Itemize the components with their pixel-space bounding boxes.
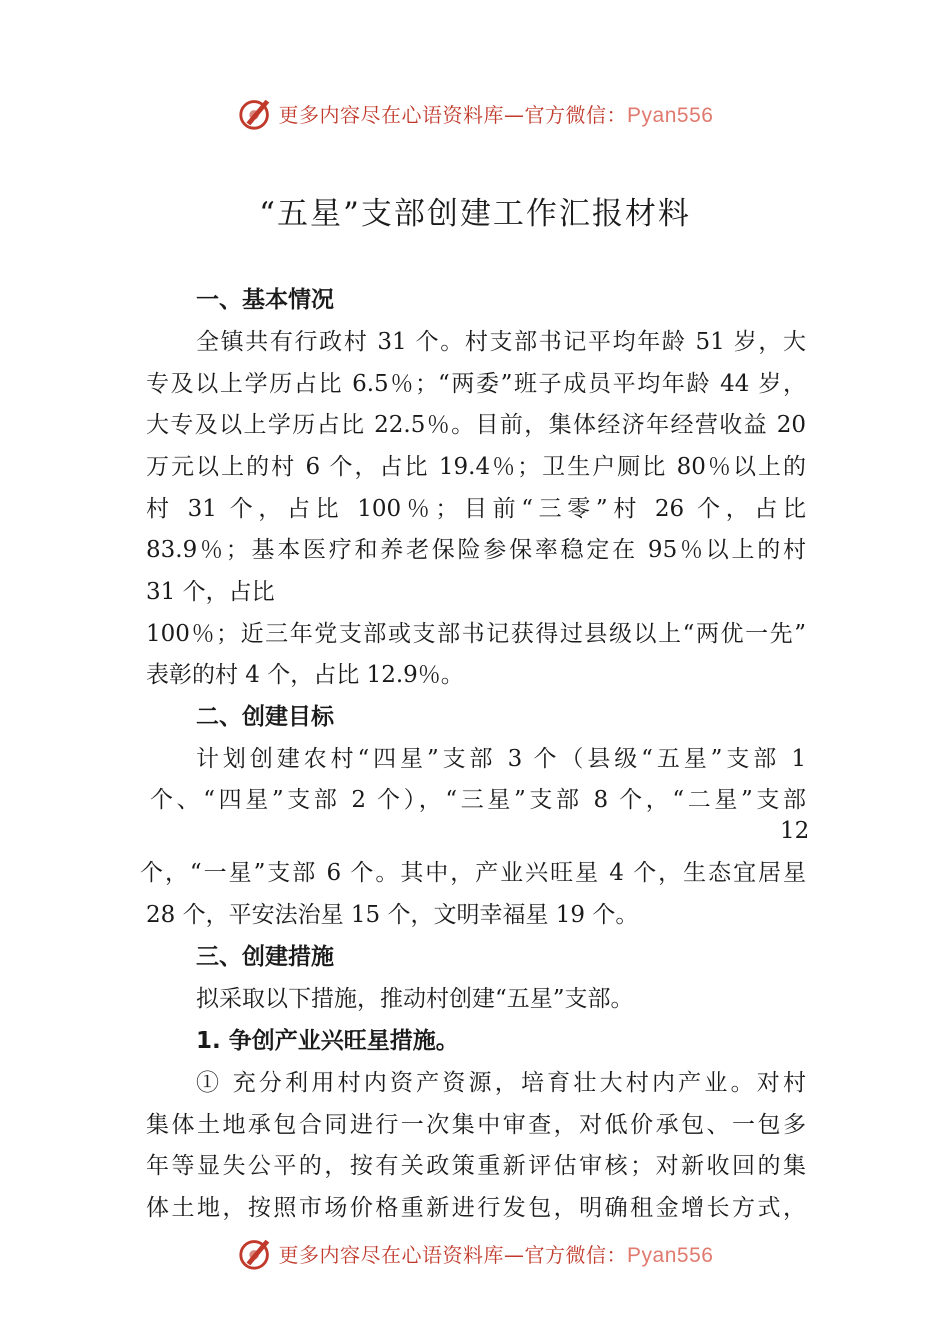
paragraph-line: 计划创建农村“四星”支部 3 个（县级“五星”支部 1 (196, 746, 806, 772)
paragraph-line: 28 个，平安法治星 15 个，文明幸福星 19 个。 (146, 902, 639, 928)
paragraph-line: 大专及以上学历占比 22.5％。目前，集体经济年经营收益 20 (146, 412, 806, 438)
paragraph-line: 个，“一星”支部 6 个。其中，产业兴旺星 4 个，生态宜居星 (140, 860, 806, 886)
header-banner (0, 93, 950, 133)
banner-dash: — (504, 102, 525, 127)
paragraph-line: 个、“四星”支部 2 个），“三星”支部 8 个，“二星”支部 (150, 787, 806, 813)
paragraph-line: 拟采取以下措施，推动村创建“五星”支部。 (196, 986, 634, 1012)
pen-logo-icon (237, 94, 275, 132)
paragraph-line: 年等显失公平的，按有关政策重新评估审核；对新收回的集 (146, 1153, 806, 1179)
paragraph-line: 83.9％；基本医疗和养老保险参保率稳定在 95％以上的村 (146, 537, 806, 563)
banner-library: 更多内容尽在心语资料库 (278, 102, 505, 127)
paragraph-line: 万元以上的村 6 个，占比 19.4％；卫生户厕比 80％以上的 (146, 454, 806, 480)
paragraph-line: 全镇共有行政村 31 个。村支部书记平均年龄 51 岁，大 (196, 329, 806, 355)
banner-wechat-label: 官方微信： (524, 102, 628, 127)
document-title: “五星”支部创建工作汇报材料 (259, 196, 691, 232)
section-heading-3: 三、创建措施 (196, 944, 334, 970)
subsection-heading-1: 1. 争创产业兴旺星措施。 (196, 1028, 459, 1054)
paragraph-line: 31 个，占比 (146, 579, 275, 605)
paragraph-line: ① 充分利用村内资产资源，培育壮大村内产业。对村 (196, 1070, 806, 1096)
banner-wechat-label: 官方微信： (524, 1242, 628, 1267)
banner-library: 更多内容尽在心语资料库 (278, 1242, 505, 1267)
paragraph-line: 12 (780, 818, 810, 844)
pen-logo-icon (237, 1234, 275, 1272)
paragraph-line: 集体土地承包合同进行一次集中审查，对低价承包、一包多 (146, 1112, 806, 1138)
paragraph-line: 100％；近三年党支部或支部书记获得过县级以上“两优一先” (146, 621, 806, 647)
footer-banner (0, 1233, 950, 1273)
section-heading-2: 二、创建目标 (196, 704, 334, 730)
paragraph-line: 专及以上学历占比 6.5％；“两委”班子成员平均年龄 44 岁， (146, 371, 806, 397)
paragraph-line: 表彰的村 4 个，占比 12.9％。 (146, 662, 464, 688)
banner-wechat-id: Pyan556 (627, 103, 714, 127)
banner-text (279, 1239, 714, 1268)
banner-dash: — (504, 1242, 525, 1267)
paragraph-line: 村 31 个，占比 100％；目前“三零”村 26 个，占比 (146, 496, 806, 522)
banner-text (279, 99, 714, 128)
banner-wechat-id: Pyan556 (627, 1243, 714, 1267)
paragraph-line: 体土地，按照市场价格重新进行发包，明确租金增长方式， (146, 1195, 806, 1221)
section-heading-1: 一、基本情况 (196, 287, 334, 313)
